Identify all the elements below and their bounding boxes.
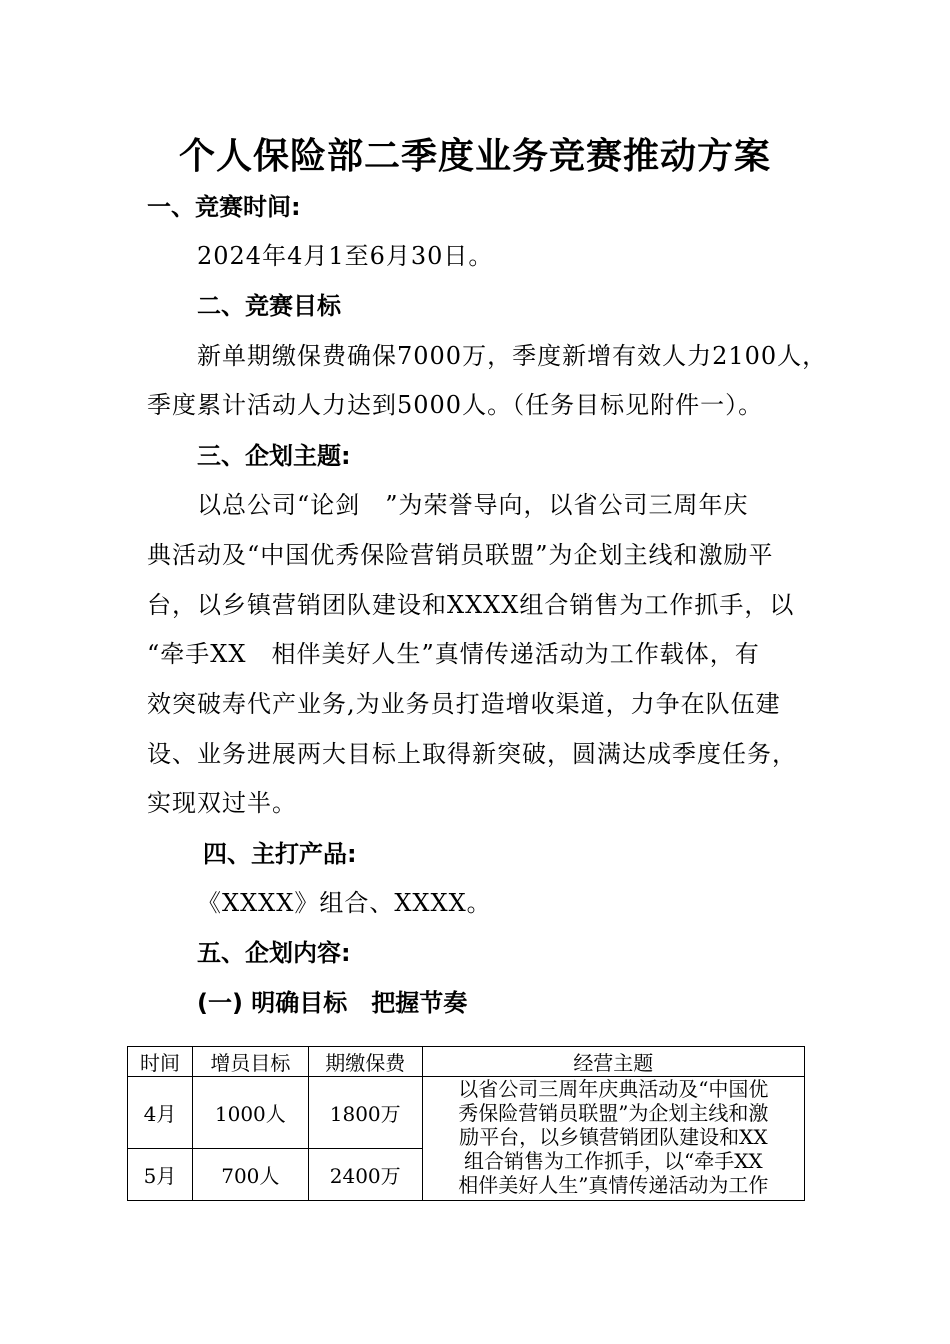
table-header-cell: 时间 — [128, 1047, 193, 1077]
table-header-cell: 期缴保费 — [308, 1047, 422, 1077]
section-2-line: 季度累计活动人力达到5000人。（任务目标见附件一）。 — [147, 391, 764, 419]
section-3-line: “牵手XX 相伴美好人生”真情传递活动为工作载体，有 — [147, 640, 760, 668]
target-table — [127, 1046, 805, 1201]
document-title: 个人保险部二季度业务竞赛推动方案 — [178, 136, 771, 177]
section-2-heading: 二、竞赛目标 — [197, 292, 341, 320]
section-3-line: 典活动及“中国优秀保险营销员联盟”为企划主线和激励平 — [147, 541, 774, 569]
section-3-line: 台，以乡镇营销团队建设和XXXX组合销售为工作抓手，以 — [147, 591, 795, 619]
section-5-heading: 五、企划内容: — [197, 939, 351, 967]
section-1-heading: 一、竞赛时间: — [147, 193, 301, 221]
theme-line: 励平台，以乡镇营销团队建设和XX — [459, 1125, 768, 1149]
table-row — [128, 1077, 805, 1149]
section-3-heading: 三、企划主题: — [197, 442, 351, 470]
table-cell-theme — [422, 1077, 804, 1201]
table-header-cell: 经营主题 — [422, 1047, 804, 1077]
table-cell-recruit: 700人 — [192, 1149, 308, 1201]
section-3-line: 效突破寿代产业务,为业务员打造增收渠道，力争在队伍建 — [147, 690, 781, 718]
theme-line: 相伴美好人生”真情传递活动为工作 — [458, 1173, 769, 1197]
table-cell-month: 5月 — [128, 1149, 193, 1201]
theme-line: 组合销售为工作抓手，以“牵手XX — [463, 1149, 763, 1173]
table-header-cell: 增员目标 — [192, 1047, 308, 1077]
theme-line: 以省公司三周年庆典活动及“中国优 — [458, 1077, 769, 1101]
table-header-row — [128, 1047, 805, 1077]
theme-line: 秀保险营销员联盟”为企划主线和激 — [458, 1101, 769, 1125]
table-cell-recruit: 1000人 — [192, 1077, 308, 1149]
section-1-text: 2024年4月1至6月30日。 — [197, 242, 494, 270]
section-5-subheading: (一) 明确目标 把握节奏 — [197, 989, 468, 1017]
section-4-text: 《XXXX》组合、XXXX。 — [197, 889, 492, 917]
section-4-heading: 四、主打产品: — [203, 840, 357, 868]
section-3-line: 设、业务进展两大目标上取得新突破，圆满达成季度任务， — [147, 740, 797, 768]
table-cell-premium: 1800万 — [308, 1077, 422, 1149]
section-2-line: 新单期缴保费确保7000万，季度新增有效人力2100人， — [197, 342, 828, 370]
table-cell-month: 4月 — [128, 1077, 193, 1149]
section-3-line: 以总公司“论剑 ”为荣誉导向，以省公司三周年庆 — [197, 491, 749, 519]
section-3-line: 实现双过半。 — [147, 789, 297, 817]
table-cell-premium: 2400万 — [308, 1149, 422, 1201]
